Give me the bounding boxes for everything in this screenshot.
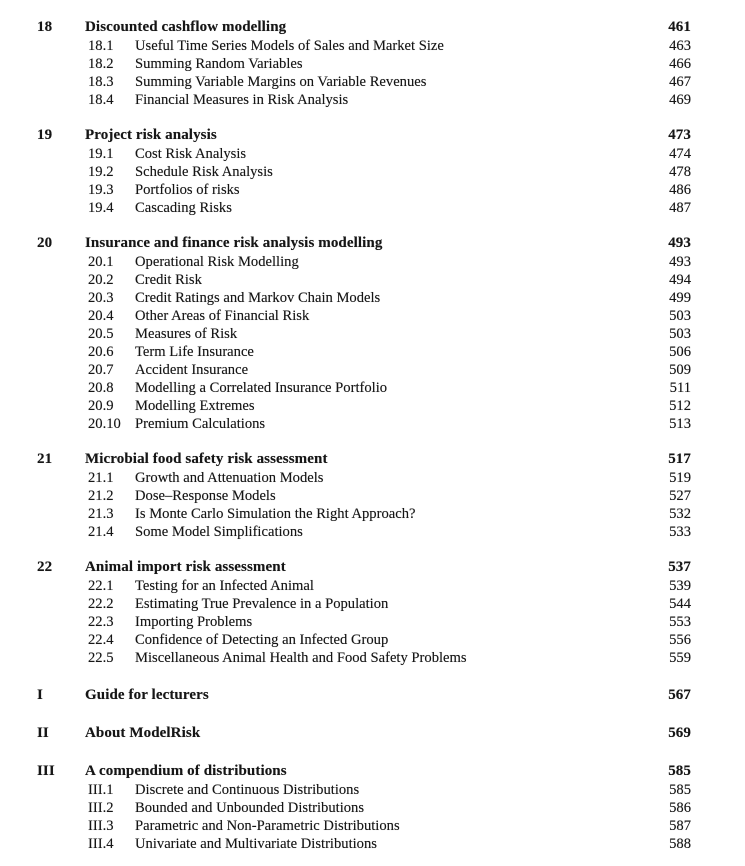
toc-section-row: [88, 505, 691, 523]
section-number: 20.8: [88, 380, 114, 396]
section-page-number: 486: [669, 182, 691, 198]
toc-section-row: [88, 199, 691, 217]
toc-section-row: [88, 181, 691, 199]
section-number: 21.4: [88, 524, 114, 540]
section-title: Useful Time Series Models of Sales and Market Size: [135, 38, 444, 54]
section-title: Testing for an Infected Animal: [135, 578, 314, 594]
chapter-number: 18: [37, 19, 53, 35]
chapter-page-number: 473: [668, 127, 691, 143]
section-page-number: 503: [669, 308, 691, 324]
toc-section-row: [88, 817, 691, 835]
toc-section-row: [88, 307, 691, 325]
toc-section-row: [88, 469, 691, 487]
toc-section-row: [88, 91, 691, 109]
section-number: 18.1: [88, 38, 114, 54]
section-page-number: 532: [669, 506, 691, 522]
toc-section-row: [88, 343, 691, 361]
toc-section-row: [88, 325, 691, 343]
section-page-number: 533: [669, 524, 691, 540]
toc-section-row: [88, 397, 691, 415]
section-page-number: 553: [669, 614, 691, 630]
section-number: 22.3: [88, 614, 114, 630]
toc-chapter-block: [37, 723, 691, 743]
toc-chapter-heading: [37, 685, 691, 705]
section-number: 20.5: [88, 326, 114, 342]
section-page-number: 499: [669, 290, 691, 306]
chapter-title: Insurance and finance risk analysis modelling: [85, 235, 383, 251]
section-page-number: 503: [669, 326, 691, 342]
chapter-page-number: 461: [668, 19, 691, 35]
section-number: 20.7: [88, 362, 114, 378]
chapter-page-number: 537: [668, 559, 691, 575]
section-page-number: 467: [669, 74, 691, 90]
section-title: Dose–Response Models: [135, 488, 276, 504]
chapter-number: 22: [37, 559, 53, 575]
section-page-number: 506: [669, 344, 691, 360]
section-page-number: 511: [669, 380, 691, 396]
section-title: Univariate and Multivariate Distributions: [135, 836, 377, 852]
toc-section-row: [88, 613, 691, 631]
section-title: Cascading Risks: [135, 200, 232, 216]
section-page-number: 463: [669, 38, 691, 54]
chapter-number: II: [37, 725, 49, 741]
section-title: Credit Risk: [135, 272, 202, 288]
chapter-page-number: 567: [668, 687, 691, 703]
toc-section-row: [88, 781, 691, 799]
toc-section-row: [88, 289, 691, 307]
section-page-number: 466: [669, 56, 691, 72]
toc-chapter-heading: [37, 449, 691, 469]
section-page-number: 478: [669, 164, 691, 180]
section-title: Premium Calculations: [135, 416, 266, 432]
toc-section-row: [88, 523, 691, 541]
section-page-number: 544: [669, 596, 691, 612]
chapter-number: 21: [37, 451, 53, 467]
section-page-number: 494: [669, 272, 691, 288]
section-page-number: 539: [669, 578, 691, 594]
chapter-title: Animal import risk assessment: [85, 559, 286, 575]
section-number: III.2: [88, 800, 114, 816]
section-number: 21.3: [88, 506, 114, 522]
section-page-number: 512: [669, 398, 691, 414]
toc-section-row: [88, 577, 691, 595]
section-number: 20.9: [88, 398, 114, 414]
section-title: Accident Insurance: [135, 362, 249, 378]
chapter-title: Guide for lecturers: [85, 687, 209, 703]
section-number: 21.1: [88, 470, 114, 486]
section-title: Miscellaneous Animal Health and Food Safety Problems: [135, 650, 467, 666]
chapter-page-number: 569: [668, 725, 691, 741]
section-title: Importing Problems: [135, 614, 253, 630]
section-page-number: 559: [669, 650, 691, 666]
section-title: Some Model Simplifications: [135, 524, 303, 540]
toc-chapter-block: [37, 233, 691, 433]
toc-chapter-block: [37, 557, 691, 667]
section-number: III.4: [88, 836, 114, 852]
chapter-title: Microbial food safety risk assessment: [85, 451, 328, 467]
section-page-number: 474: [669, 146, 691, 162]
section-number: 18.4: [88, 92, 114, 108]
toc-chapter-block: [37, 685, 691, 705]
section-number: 22.5: [88, 650, 114, 666]
section-page-number: 586: [669, 800, 691, 816]
section-title: Other Areas of Financial Risk: [135, 308, 310, 324]
section-title: Estimating True Prevalence in a Population: [135, 596, 389, 612]
toc-section-row: [88, 37, 691, 55]
section-title: Term Life Insurance: [135, 344, 254, 360]
section-title: Credit Ratings and Markov Chain Models: [135, 290, 381, 306]
toc-section-row: [88, 55, 691, 73]
section-number: 19.4: [88, 200, 114, 216]
chapter-title: About ModelRisk: [85, 725, 201, 741]
toc-section-row: [88, 835, 691, 853]
section-title: Operational Risk Modelling: [135, 254, 299, 270]
section-title: Modelling Extremes: [135, 398, 255, 414]
toc-chapter-heading: [37, 557, 691, 577]
section-page-number: 519: [669, 470, 691, 486]
chapter-number: 20: [37, 235, 53, 251]
chapter-number: III: [37, 763, 55, 779]
section-page-number: 487: [669, 200, 691, 216]
section-number: III.3: [88, 818, 114, 834]
section-number: 20.4: [88, 308, 114, 324]
toc-section-row: [88, 73, 691, 91]
section-number: 18.2: [88, 56, 114, 72]
toc-chapter-block: [37, 449, 691, 541]
toc-section-row: [88, 379, 691, 397]
chapter-title: Discounted cashflow modelling: [85, 19, 287, 35]
section-number: 20.6: [88, 344, 114, 360]
section-number: 18.3: [88, 74, 114, 90]
section-page-number: 513: [669, 416, 691, 432]
section-number: 22.1: [88, 578, 114, 594]
section-number: 20.10: [88, 416, 121, 432]
section-title: Summing Variable Margins on Variable Revenues: [135, 74, 427, 90]
section-page-number: 527: [669, 488, 691, 504]
section-title: Modelling a Correlated Insurance Portfolio: [135, 380, 388, 396]
section-title: Cost Risk Analysis: [135, 146, 247, 162]
toc-section-row: [88, 595, 691, 613]
section-number: 20.1: [88, 254, 114, 270]
chapter-number: I: [37, 687, 43, 703]
toc-section-row: [88, 361, 691, 379]
section-title: Parametric and Non-Parametric Distributions: [135, 818, 400, 834]
section-title: Is Monte Carlo Simulation the Right Approach?: [135, 506, 416, 522]
section-page-number: 588: [669, 836, 691, 852]
table-of-contents: [37, 17, 691, 853]
toc-section-row: [88, 253, 691, 271]
section-title: Financial Measures in Risk Analysis: [135, 92, 349, 108]
chapter-title: A compendium of distributions: [85, 763, 287, 779]
chapter-title: Project risk analysis: [85, 127, 217, 143]
toc-section-row: [88, 487, 691, 505]
chapter-number: 19: [37, 127, 53, 143]
section-title: Measures of Risk: [135, 326, 238, 342]
section-number: 19.2: [88, 164, 114, 180]
toc-chapter-heading: [37, 17, 691, 37]
chapter-page-number: 493: [668, 235, 691, 251]
section-number: 20.2: [88, 272, 114, 288]
section-number: 22.4: [88, 632, 114, 648]
section-title: Schedule Risk Analysis: [135, 164, 273, 180]
toc-chapter-block: [37, 17, 691, 109]
toc-chapter-block: [37, 125, 691, 217]
section-number: III.1: [88, 782, 114, 798]
section-title: Confidence of Detecting an Infected Group: [135, 632, 389, 648]
toc-chapter-heading: [37, 233, 691, 253]
section-title: Portfolios of risks: [135, 182, 240, 198]
toc-chapter-heading: [37, 723, 691, 743]
section-page-number: 556: [669, 632, 691, 648]
toc-chapter-heading: [37, 761, 691, 781]
section-number: 22.2: [88, 596, 114, 612]
toc-section-row: [88, 145, 691, 163]
section-number: 19.1: [88, 146, 114, 162]
chapter-page-number: 517: [668, 451, 691, 467]
section-title: Bounded and Unbounded Distributions: [135, 800, 365, 816]
toc-chapter-heading: [37, 125, 691, 145]
section-title: Growth and Attenuation Models: [135, 470, 324, 486]
chapter-page-number: 585: [668, 763, 691, 779]
section-page-number: 493: [669, 254, 691, 270]
toc-section-row: [88, 163, 691, 181]
section-page-number: 585: [669, 782, 691, 798]
toc-section-row: [88, 631, 691, 649]
section-title: Summing Random Variables: [135, 56, 303, 72]
toc-section-row: [88, 415, 691, 433]
toc-section-row: [88, 799, 691, 817]
toc-section-row: [88, 271, 691, 289]
section-number: 19.3: [88, 182, 114, 198]
section-page-number: 587: [669, 818, 691, 834]
section-title: Discrete and Continuous Distributions: [135, 782, 360, 798]
section-page-number: 509: [669, 362, 691, 378]
toc-section-row: [88, 649, 691, 667]
toc-chapter-block: [37, 761, 691, 853]
section-page-number: 469: [669, 92, 691, 108]
section-number: 21.2: [88, 488, 114, 504]
section-number: 20.3: [88, 290, 114, 306]
